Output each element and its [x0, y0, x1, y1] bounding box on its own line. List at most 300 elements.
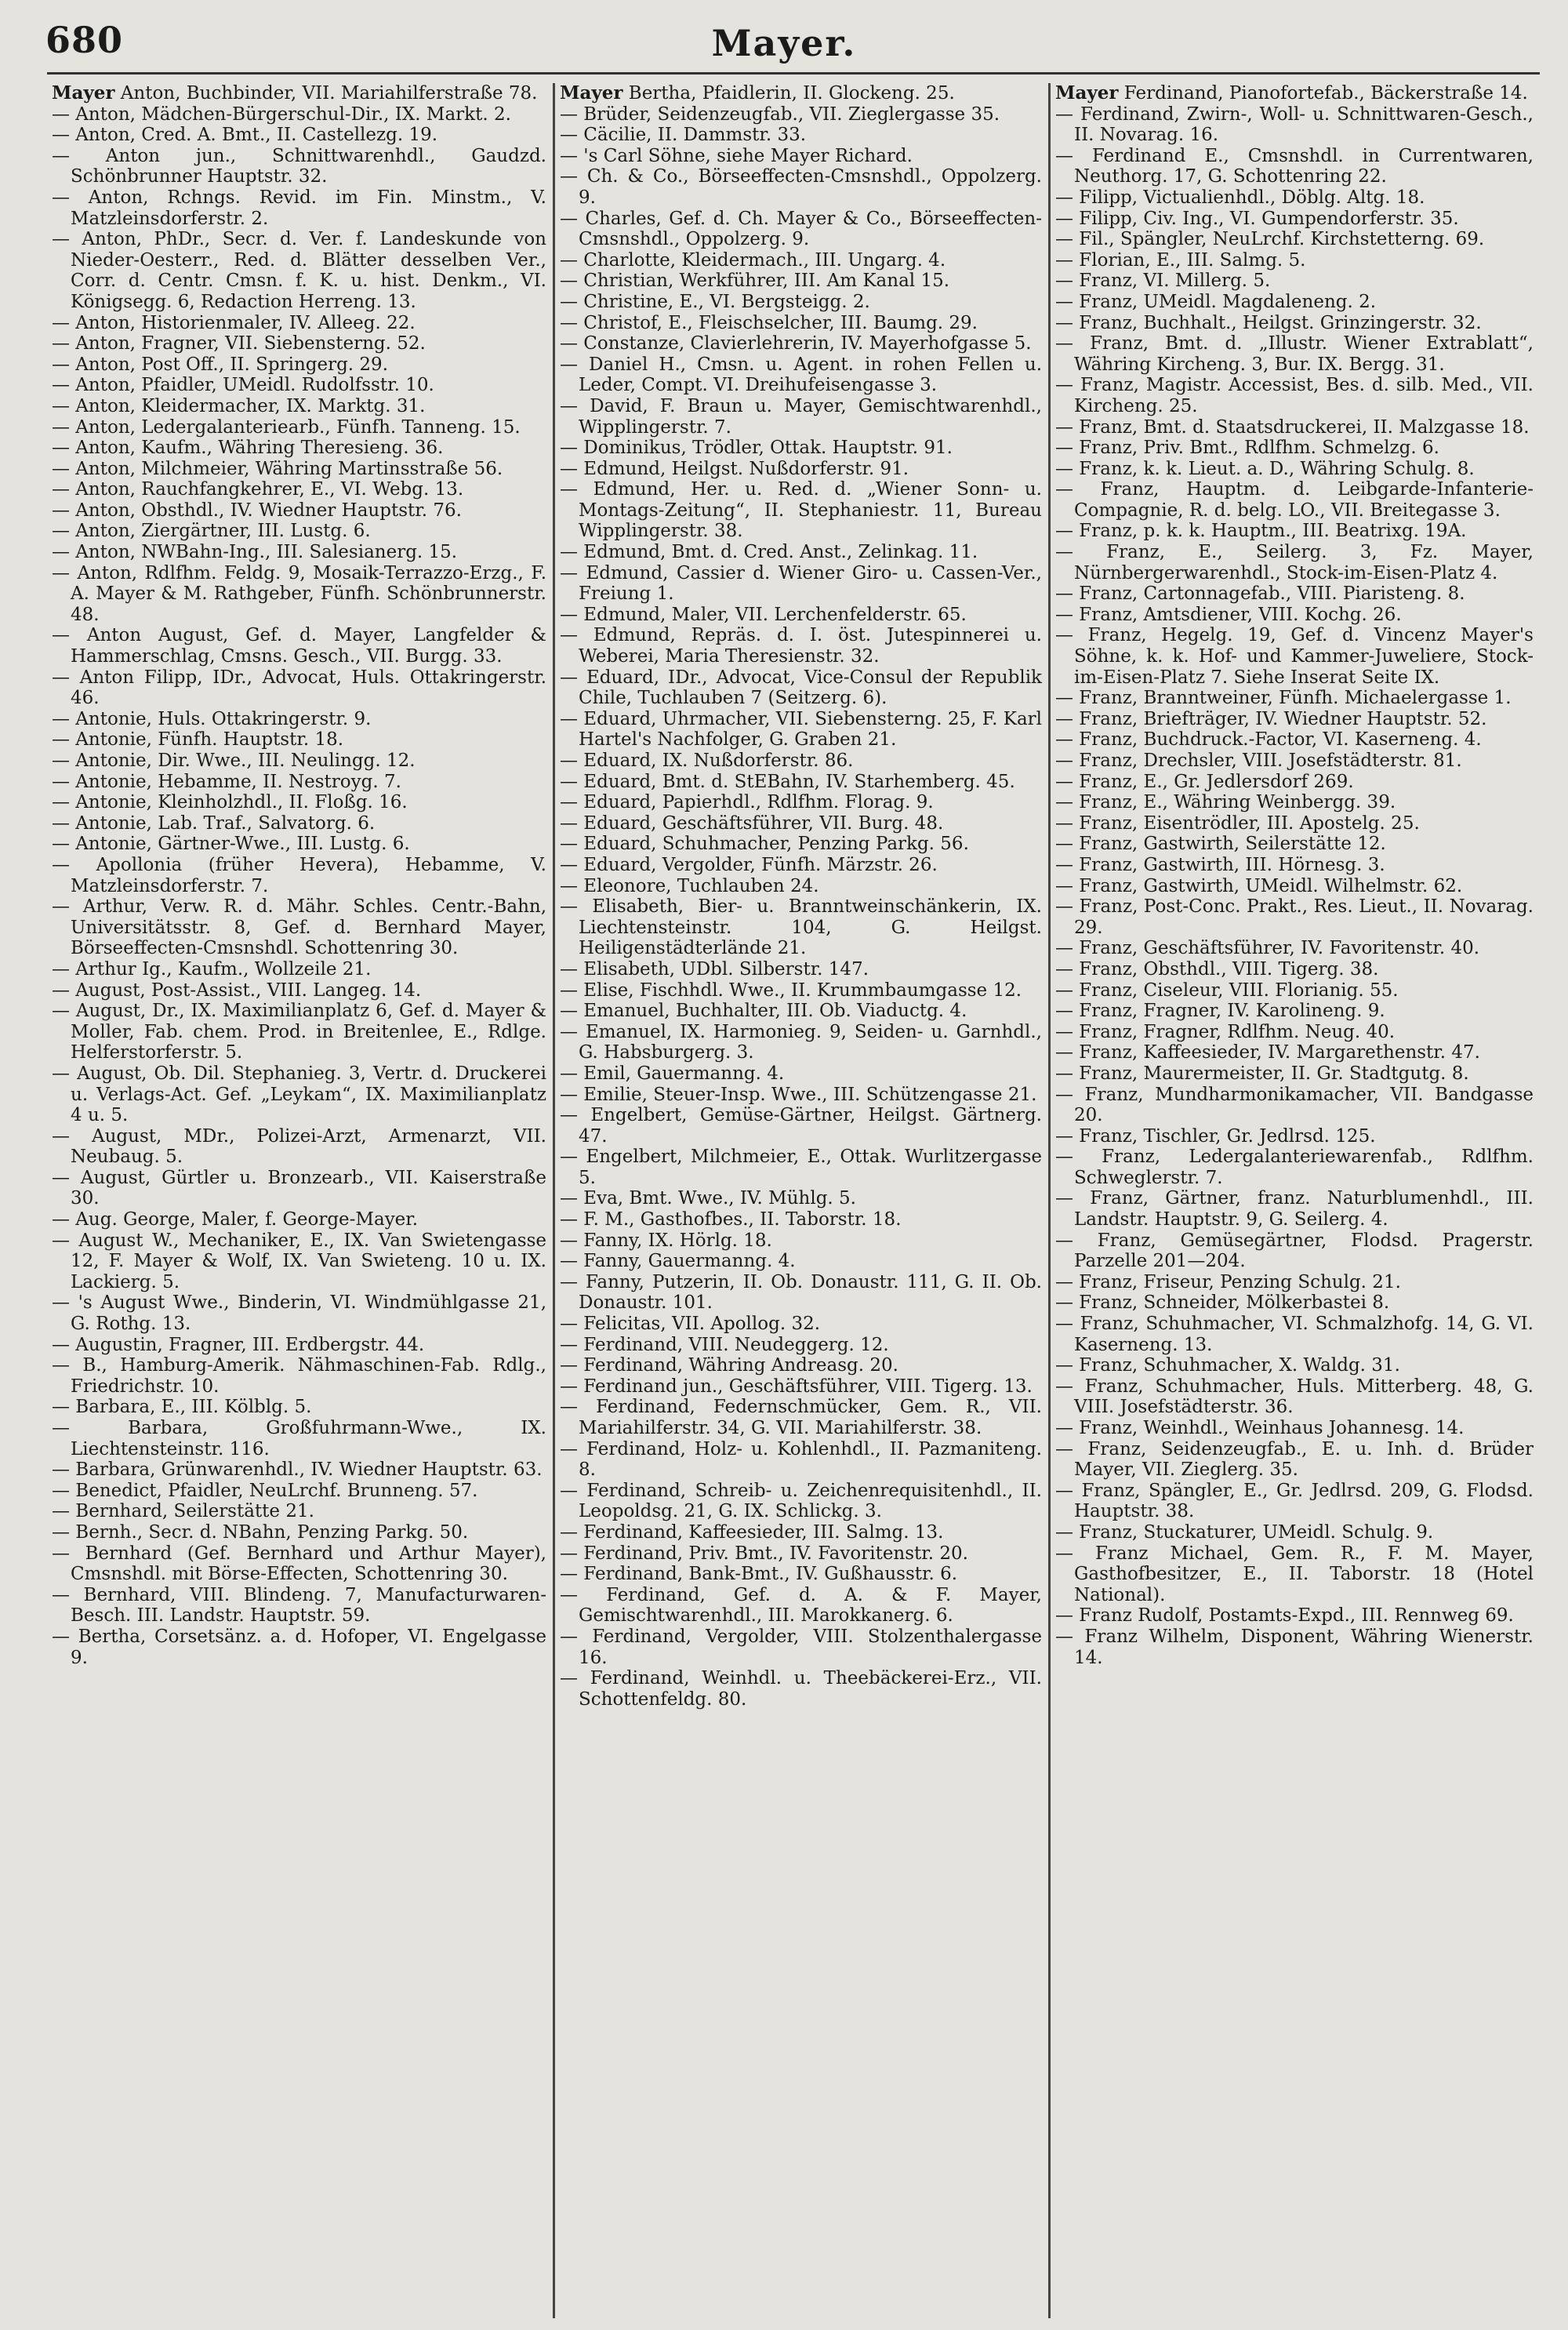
directory-entry [1055, 605, 1534, 626]
entry-text: — Daniel H., Cmsn. u. Agent. in rohen Fellen u. Leder, Compt. VI. Dreihufeisengasse 3. [560, 354, 1042, 396]
directory-entry [560, 1668, 1042, 1710]
directory-entry [52, 479, 546, 500]
directory-entry [1055, 896, 1534, 938]
entry-text: — Franz, Hauptm. d. Leibgarde-Infanterie-Compagnie, R. d. belg. LO., VII. Breitegasse 3. [1055, 479, 1534, 521]
directory-entry [560, 1105, 1042, 1147]
directory-entry [52, 709, 546, 730]
entry-text: — Anton, Obsthdl., IV. Wiedner Hauptstr. 76. [52, 500, 462, 521]
entry-text: — David, F. Braun u. Mayer, Gemischtwarenhdl., Wipplingerstr. 7. [560, 395, 1042, 438]
entry-text: Bertha, Pfaidlerin, II. Glockeng. 25. [628, 83, 955, 104]
lead-surname: Mayer [560, 83, 623, 104]
directory-entry [1055, 751, 1534, 772]
page-number: 680 [45, 19, 124, 61]
entry-text: — Fanny, Gauermanng. 4. [560, 1251, 796, 1272]
directory-entry [52, 896, 546, 959]
directory-entry [560, 1585, 1042, 1627]
directory-entry [1055, 1292, 1534, 1314]
entry-text: Anton, Buchbinder, VII. Mariahilferstraße 78. [120, 83, 538, 104]
entry-text: — Edmund, Her. u. Red. d. „Wiener Sonn- u. Montags-Zeitung“, II. Stephaniestr. 11, Bureau Wipplingerstr. 38. [560, 479, 1042, 542]
entry-text: — Antonie, Gärtner-Wwe., III. Lustg. 6. [52, 834, 410, 855]
directory-entry [52, 83, 546, 104]
lead-surname: Mayer [1055, 83, 1119, 104]
entry-text: — Ferdinand, Holz- u. Kohlenhdl., II. Pazmaniteng. 8. [560, 1438, 1042, 1481]
entry-text: — Franz, Schuhmacher, VI. Schmalzhofg. 14, G. VI. Kaserneng. 13. [1055, 1314, 1534, 1355]
entry-text: — Fil., Spängler, NeuLrchf. Kirchstetterng. 69. [1055, 229, 1485, 250]
entry-text: — Bernh., Secr. d. NBahn, Penzing Parkg. 50. [52, 1521, 469, 1543]
directory-entry [1055, 1147, 1534, 1188]
directory-entry [560, 1230, 1042, 1252]
entry-text: — August, MDr., Polizei-Arzt, Armenarzt, VII. Neubaug. 5. [52, 1125, 546, 1168]
entry-text: — Franz, Obsthdl., VIII. Tigerg. 38. [1055, 958, 1379, 980]
entry-text: — Anton, Rauchfangkehrer, E., VI. Webg. 13. [52, 479, 464, 500]
directory-entry [560, 1543, 1042, 1565]
directory-entry [52, 500, 546, 522]
entry-text: — Franz, Fragner, IV. Karolineng. 9. [1055, 1001, 1385, 1022]
directory-entry [52, 1209, 546, 1230]
directory-entry [1055, 1543, 1534, 1606]
directory-entry [560, 1209, 1042, 1230]
directory-entry [560, 104, 1042, 125]
directory-entry [560, 354, 1042, 396]
entry-text: — Franz, Schuhmacher, Huls. Mitterberg. 48, G. VIII. Josefstädterstr. 36. [1055, 1376, 1534, 1418]
entry-text: — Arthur, Verw. R. d. Mähr. Schles. Centr.-Bahn, Universitätsstr. 8, Gef. d. Bernhard Mayer, Börseeffecten-Cmsnshdl. Schottenring 30. [52, 896, 546, 959]
entry-text: — Franz, Buchdruck.-Factor, VI. Kaserneng. 4. [1055, 729, 1482, 751]
directory-entry [560, 1063, 1042, 1085]
directory-entry [1055, 313, 1534, 334]
directory-entry [560, 959, 1042, 980]
directory-entry [560, 1335, 1042, 1356]
entry-text: — Emanuel, Buchhalter, III. Ob. Viaductg. 4. [560, 1001, 967, 1022]
entry-text: — Engelbert, Gemüse-Gärtner, Heilgst. Gärtnerg. 47. [560, 1105, 1042, 1147]
directory-entry [560, 438, 1042, 459]
directory-entry [52, 1481, 546, 1502]
entry-text: — Franz, Friseur, Penzing Schulg. 21. [1055, 1271, 1401, 1292]
entry-text: — Anton, NWBahn-Ing., III. Salesianerg. 15. [52, 542, 458, 563]
directory-entry [560, 313, 1042, 334]
entry-text: — Ferdinand, Gef. d. A. & F. Mayer, Gemischtwarenhdl., III. Marokkanerg. 6. [560, 1584, 1042, 1627]
entry-text: — Engelbert, Milchmeier, E., Ottak. Wurlitzergasse 5. [560, 1147, 1042, 1188]
directory-entry [560, 876, 1042, 897]
directory-entry [560, 459, 1042, 480]
directory-entry [560, 1272, 1042, 1314]
directory-entry [52, 751, 546, 772]
entry-text: — Franz, Schneider, Mölkerbastei 8. [1055, 1292, 1390, 1314]
entry-text: — Anton, Kleidermacher, IX. Marktg. 31. [52, 395, 426, 416]
directory-entry [1055, 729, 1534, 751]
entry-text: — Anton, Kaufm., Währing Theresieng. 36. [52, 438, 444, 459]
directory-entry [52, 1418, 546, 1459]
directory-entry [1055, 855, 1534, 876]
lead-surname: Mayer [52, 83, 115, 104]
entry-text: — Franz, Maurermeister, II. Gr. Stadtgutg. 8. [1055, 1063, 1469, 1084]
entry-text: — August, Ob. Dil. Stephanieg. 3, Vertr. d. Druckerei u. Verlags-Act. Gef. „Leykam“, IX. Maximilianplatz 4 u. 5. [52, 1063, 546, 1126]
entry-text: — Edmund, Maler, VII. Lerchenfelderstr. 65. [560, 604, 967, 625]
directory-entry [52, 1126, 546, 1168]
entry-text: — Antonie, Kleinholzhdl., II. Floßg. 16. [52, 792, 408, 813]
directory-entry [1055, 980, 1534, 1001]
directory-entry [52, 459, 546, 480]
entry-text: — Augustin, Fragner, III. Erdbergstr. 44. [52, 1334, 425, 1355]
directory-entry [52, 125, 546, 146]
directory-entry [560, 980, 1042, 1001]
entry-text: — Franz Wilhelm, Disponent, Währing Wienerstr. 14. [1055, 1626, 1534, 1668]
directory-entry [52, 1397, 546, 1418]
entry-text: — Bernhard, Seilerstätte 21. [52, 1501, 314, 1522]
entry-text: — Franz, Seidenzeugfab., E. u. Inh. d. Brüder Mayer, VII. Zieglerg. 35. [1055, 1438, 1534, 1481]
directory-entry [52, 146, 546, 187]
entry-text: — Emilie, Steuer-Insp. Wwe., III. Schützengasse 21. [560, 1084, 1037, 1105]
entry-text: — Franz, Fragner, Rdlfhm. Neug. 40. [1055, 1021, 1396, 1042]
directory-entry [560, 1022, 1042, 1063]
directory-entry [560, 1397, 1042, 1438]
directory-entry [1055, 1085, 1534, 1126]
directory-entry [1055, 521, 1534, 542]
entry-text: — Ferdinand, Federnschmücker, Gem. R., VII. Mariahilferstr. 34, G. VII. Mariahilferstr. 38. [560, 1397, 1042, 1438]
entry-text: — Eva, Bmt. Wwe., IV. Mühlg. 5. [560, 1188, 856, 1209]
entry-text: — Christine, E., VI. Bergsteigg. 2. [560, 291, 870, 312]
directory-entry [1055, 146, 1534, 187]
entry-text: — Franz, Amtsdiener, VIII. Kochg. 26. [1055, 604, 1402, 625]
directory-entry [560, 542, 1042, 563]
entry-text: — Barbara, Grünwarenhdl., IV. Wiedner Hauptstr. 63. [52, 1459, 543, 1481]
entry-text: — Felicitas, VII. Apollog. 32. [560, 1314, 821, 1335]
directory-entry [52, 417, 546, 438]
entry-text: — Anton August, Gef. d. Mayer, Langfelder & Hammerschlag, Cmsns. Gesch., VII. Burgg. 33. [52, 625, 546, 667]
directory-entry [1055, 938, 1534, 959]
directory-entry [1055, 1001, 1534, 1022]
directory-entry [560, 1314, 1042, 1335]
directory-entry [1055, 813, 1534, 834]
directory-entry [1055, 583, 1534, 605]
entry-text: — Franz, Post-Conc. Prakt., Res. Lieut., II. Novarag. 29. [1055, 896, 1534, 938]
entry-text: — Anton, Rchngs. Revid. im Fin. Minstm., V. Matzleinsdorferstr. 2. [52, 187, 546, 229]
entry-text: — August, Gürtler u. Bronzearb., VII. Kaiserstraße 30. [52, 1167, 546, 1209]
directory-entry [1055, 1126, 1534, 1147]
directory-entry [1055, 209, 1534, 230]
directory-entry [52, 542, 546, 563]
directory-entry [52, 1501, 546, 1522]
directory-entry [52, 354, 546, 376]
entry-text: — Antonie, Hebamme, II. Nestroyg. 7. [52, 771, 401, 792]
directory-entry [52, 772, 546, 793]
column-3 [1051, 83, 1540, 2318]
entry-text: — Apollonia (früher Hevera), Hebamme, V. Matzleinsdorferstr. 7. [52, 854, 546, 896]
directory-entry [1055, 250, 1534, 271]
entry-text: — Edmund, Cassier d. Wiener Giro- u. Cassen-Ver., Freiung 1. [560, 562, 1042, 605]
entry-text: — Anton, Post Off., II. Springerg. 29. [52, 354, 389, 375]
directory-entry [560, 1188, 1042, 1209]
directory-entry [560, 396, 1042, 438]
directory-entry [52, 667, 546, 709]
entry-text: — Elisabeth, Bier- u. Branntweinschänkerin, IX. Liechtensteinstr. 104, G. Heilgst. Heiligenstädterlände 21. [560, 896, 1042, 959]
directory-entry [52, 813, 546, 834]
entry-text: — Ferdinand, Kaffeesieder, III. Salmg. 13. [560, 1521, 944, 1543]
directory-entry [560, 751, 1042, 772]
entry-text: — Eduard, Vergolder, Fünfh. Märzstr. 26. [560, 854, 938, 875]
entry-text: — Franz, Gärtner, franz. Naturblumenhdl., III. Landstr. Hauptstr. 9, G. Seilerg. 4. [1055, 1188, 1534, 1230]
entry-text: — Constanze, Clavierlehrerin, IV. Mayerhofgasse 5. [560, 333, 1032, 354]
directory-entry [560, 479, 1042, 542]
entry-text: — Antonie, Lab. Traf., Salvatorg. 6. [52, 812, 376, 834]
entry-text: — Franz, Mundharmonikamacher, VII. Bandgasse 20. [1055, 1084, 1534, 1126]
directory-entry [560, 896, 1042, 959]
directory-entry [560, 125, 1042, 146]
entry-text: — Franz, Tischler, Gr. Jedlrsd. 125. [1055, 1125, 1376, 1147]
entry-text: — Fanny, IX. Hörlg. 18. [560, 1230, 772, 1251]
directory-entry [560, 1481, 1042, 1522]
entry-text: — Franz, Kaffeesieder, IV. Margarethenstr. 47. [1055, 1042, 1480, 1063]
entry-text: — Franz, Bmt. d. „Illustr. Wiener Extrablatt“, Währing Kircheng. 3, Bur. IX. Bergg. 31. [1055, 333, 1534, 375]
entry-text: — Charles, Gef. d. Ch. Mayer & Co., Börseeffecten-Cmsnshdl., Oppolzerg. 9. [560, 208, 1042, 250]
directory-entry [1055, 1376, 1534, 1418]
entry-text: — Ch. & Co., Börseeffecten-Cmsnshdl., Oppolzerg. 9. [560, 166, 1042, 208]
directory-entry [560, 855, 1042, 876]
entry-text: — Franz, Stuckaturer, UMeidl. Schulg. 9. [1055, 1521, 1434, 1543]
directory-entry [52, 625, 546, 667]
entry-text: — Ferdinand, Währing Andreasg. 20. [560, 1355, 898, 1376]
directory-entry [52, 1627, 546, 1668]
directory-entry [52, 1230, 546, 1293]
directory-entry [560, 709, 1042, 751]
directory-entry [52, 1522, 546, 1543]
entry-text: — Eleonore, Tuchlauben 24. [560, 875, 819, 896]
entry-text: — 's August Wwe., Binderin, VI. Windmühlgasse 21, G. Rothg. 13. [52, 1292, 546, 1335]
directory-entry [52, 187, 546, 229]
entry-text: — Anton, Historienmaler, IV. Alleeg. 22. [52, 312, 416, 333]
directory-entry [560, 834, 1042, 855]
directory-entry [560, 250, 1042, 271]
entry-text: — Aug. George, Maler, f. George-Mayer. [52, 1209, 419, 1230]
directory-entry [1055, 542, 1534, 583]
directory-entry [52, 313, 546, 334]
directory-entry [560, 1001, 1042, 1022]
directory-columns [47, 83, 1540, 2318]
directory-entry [1055, 292, 1534, 313]
entry-text: — Anton jun., Schnittwarenhdl., Gaudzd. Schönbrunner Hauptstr. 32. [52, 145, 546, 187]
entry-text: — Franz, E., Währing Weinbergg. 39. [1055, 792, 1396, 813]
directory-entry [1055, 834, 1534, 855]
directory-entry [560, 1439, 1042, 1481]
directory-entry [52, 396, 546, 417]
directory-entry [1055, 792, 1534, 813]
directory-entry [560, 813, 1042, 834]
entry-text: — Franz, Ledergalanteriewarenfab., Rdlfhm. Schweglerstr. 7. [1055, 1147, 1534, 1188]
directory-entry [560, 1085, 1042, 1106]
directory-entry [1055, 772, 1534, 793]
entry-text: — Anton, Cred. A. Bmt., II. Castellezg. 19. [52, 125, 438, 146]
entry-text: — Christian, Werkführer, III. Am Kanal 15. [560, 271, 950, 292]
directory-entry [1055, 876, 1534, 897]
directory-entry [52, 980, 546, 1001]
entry-text: — Bertha, Corsetsänz. a. d. Hofoper, VI. Engelgasse 9. [52, 1626, 546, 1668]
directory-entry [560, 772, 1042, 793]
entry-text: — Franz, Branntweiner, Fünfh. Michaelergasse 1. [1055, 688, 1512, 709]
entry-text: — Ferdinand, Zwirn-, Woll- u. Schnittwaren-Gesch., II. Novarag. 16. [1055, 104, 1534, 146]
directory-entry [52, 1355, 546, 1397]
entry-text: — Franz, Weinhdl., Weinhaus Johannesg. 14. [1055, 1418, 1465, 1438]
entry-text: — Anton, PhDr., Secr. d. Ver. f. Landeskunde von Nieder-Oesterr., Red. d. Blätter desselben Ver., Corr. d. Centr. Cmsn. f. K. u. hist. Denkm., VI. Königsegg. 6, Redaction Herreng. 13. [52, 229, 546, 312]
directory-entry [1055, 1042, 1534, 1063]
directory-entry [1055, 83, 1534, 104]
entry-text: — Franz, Gemüsegärtner, Flodsd. Pragerstr. Parzelle 201—204. [1055, 1230, 1534, 1272]
directory-entry [1055, 1272, 1534, 1293]
entry-text: — Franz, E., Gr. Jedlersdorf 269. [1055, 771, 1354, 792]
entry-text: — Antonie, Dir. Wwe., III. Neulingg. 12. [52, 751, 416, 771]
directory-entry [1055, 1439, 1534, 1481]
directory-entry [560, 792, 1042, 813]
directory-entry [52, 1292, 546, 1334]
entry-text: — Christof, E., Fleischselcher, III. Baumg. 29. [560, 312, 978, 333]
entry-text: — Eduard, Uhrmacher, VII. Siebensterng. 25, F. Karl Hartel's Nachfolger, G. Graben 21. [560, 708, 1043, 751]
directory-entry [1055, 1022, 1534, 1043]
directory-entry [560, 333, 1042, 354]
entry-text: — Franz, Magistr. Accessist, Bes. d. silb. Med., VII. Kircheng. 25. [1055, 375, 1534, 416]
entry-text: — Anton, Fragner, VII. Siebensterng. 52. [52, 333, 426, 354]
directory-entry [1055, 1605, 1534, 1627]
entry-text: — Anton, Mädchen-Bürgerschul-Dir., IX. Markt. 2. [52, 104, 511, 125]
entry-text: — Franz, Bmt. d. Staatsdruckerei, II. Malzgasse 18. [1055, 416, 1530, 438]
entry-text: — Franz, Geschäftsführer, IV. Favoritenstr. 40. [1055, 938, 1480, 959]
directory-entry [560, 271, 1042, 292]
entry-text: — B., Hamburg-Amerik. Nähmaschinen-Fab. Rdlg., Friedrichstr. 10. [52, 1355, 546, 1397]
entry-text: — Charlotte, Kleidermach., III. Ungarg. 4. [560, 249, 946, 271]
directory-entry [560, 1147, 1042, 1188]
entry-text: — Elisabeth, UDbl. Silberstr. 147. [560, 958, 869, 980]
entry-text: — Ferdinand, Weinhdl. u. Theebäckerei-Erz., VII. Schottenfeldg. 80. [560, 1668, 1042, 1710]
directory-entry [560, 1564, 1042, 1585]
entry-text: — Eduard, Bmt. d. StEBahn, IV. Starhemberg. 45. [560, 771, 1015, 792]
directory-entry [52, 855, 546, 896]
directory-entry [560, 563, 1042, 605]
entry-text: — Franz Michael, Gem. R., F. M. Mayer, Gasthofbesitzer, E., II. Taborstr. 18 (Hotel National). [1055, 1543, 1534, 1605]
entry-text: — Franz, UMeidl. Magdaleneng. 2. [1055, 291, 1377, 312]
entry-text: — Franz, Priv. Bmt., Rdlfhm. Schmelzg. 6. [1055, 438, 1439, 459]
entry-text: — Anton, Ledergalanteriearb., Fünfh. Tanneng. 15. [52, 416, 521, 438]
entry-text: — Franz, Buchhalt., Heilgst. Grinzingerstr. 32. [1055, 312, 1482, 333]
entry-text: — Franz, Briefträger, IV. Wiedner Hauptstr. 52. [1055, 708, 1487, 729]
directory-entry [560, 209, 1042, 250]
column-1 [47, 83, 555, 2318]
directory-entry [52, 521, 546, 542]
entry-text: — Barbara, Großfuhrmann-Wwe., IX. Liechtensteinstr. 116. [52, 1418, 546, 1459]
entry-text: — Franz, Hegelg. 19, Gef. d. Vincenz Mayer's Söhne, k. k. Hof- und Kammer-Juweliere, Stock-im-Eisen-Platz 7. Siehe Inserat Seite IX. [1055, 625, 1534, 688]
entry-text: — August W., Mechaniker, E., IX. Van Swietengasse 12, F. Mayer & Wolf, IX. Van Swieteng. 10 u. IX. Lackierg. 5. [52, 1230, 546, 1292]
directory-entry [52, 1585, 546, 1627]
directory-entry [52, 375, 546, 396]
directory-entry [560, 166, 1042, 208]
entry-text: — Elise, Fischhdl. Wwe., II. Krummbaumgasse 12. [560, 980, 1022, 1001]
directory-entry [52, 729, 546, 751]
directory-entry [1055, 1481, 1534, 1522]
entry-text: — Ferdinand, Bank-Bmt., IV. Gußhausstr. 6. [560, 1564, 958, 1585]
entry-text: — Franz Rudolf, Postamts-Expd., III. Rennweg 69. [1055, 1605, 1514, 1627]
entry-text: — Franz, Eisentrödler, III. Apostelg. 25. [1055, 812, 1420, 834]
directory-entry [1055, 1627, 1534, 1668]
entry-text: — Ferdinand, VIII. Neudeggerg. 12. [560, 1334, 889, 1355]
entry-text: — Emil, Gauermanng. 4. [560, 1063, 785, 1084]
entry-text: — Franz, Spängler, E., Gr. Jedlrsd. 209, G. Flodsd. Hauptstr. 38. [1055, 1480, 1534, 1522]
column-2 [555, 83, 1051, 2318]
entry-list [52, 83, 546, 1668]
entry-text: — Filipp, Civ. Ing., VI. Gumpendorferstr. 35. [1055, 208, 1459, 229]
directory-entry [560, 83, 1042, 104]
directory-entry [1055, 479, 1534, 521]
entry-text: — Fanny, Putzerin, II. Ob. Donaustr. 111, G. II. Ob. Donaustr. 101. [560, 1271, 1042, 1314]
directory-entry [560, 146, 1042, 167]
directory-entry [52, 792, 546, 813]
directory-entry [560, 1522, 1042, 1543]
entry-text: — Anton, Pfaidler, UMeidl. Rudolfsstr. 10. [52, 375, 434, 396]
directory-entry [52, 229, 546, 312]
entry-text: — Eduard, Schuhmacher, Penzing Parkg. 56. [560, 834, 969, 855]
entry-text: — Franz, Cartonnagefab., VIII. Piaristeng. 8. [1055, 583, 1465, 605]
directory-entry [52, 333, 546, 354]
directory-entry [1055, 688, 1534, 709]
entry-text: — Dominikus, Trödler, Ottak. Hauptstr. 91. [560, 438, 953, 459]
entry-text: — F. M., Gasthofbes., II. Taborstr. 18. [560, 1209, 902, 1230]
entry-text: — Filipp, Victualienhdl., Döblg. Altg. 18. [1055, 187, 1425, 208]
directory-entry [52, 1459, 546, 1481]
directory-entry [1055, 1355, 1534, 1376]
directory-entry [52, 834, 546, 855]
entry-text: — Franz, VI. Millerg. 5. [1055, 271, 1271, 292]
entry-text: — Cäcilie, II. Dammstr. 33. [560, 125, 807, 146]
directory-entry [1055, 333, 1534, 375]
directory-entry [1055, 1418, 1534, 1439]
entry-text: — Eduard, Geschäftsführer, VII. Burg. 48. [560, 812, 944, 834]
directory-entry [1055, 438, 1534, 459]
directory-entry [1055, 959, 1534, 980]
directory-entry [560, 667, 1042, 709]
directory-entry [1055, 271, 1534, 292]
directory-entry [52, 1001, 546, 1063]
directory-entry [1055, 104, 1534, 146]
entry-text: — Antonie, Fünfh. Hauptstr. 18. [52, 729, 344, 751]
entry-list [560, 83, 1042, 1710]
running-head: Mayer. [711, 22, 857, 64]
entry-text: — Franz, Schuhmacher, X. Waldg. 31. [1055, 1355, 1400, 1376]
directory-entry [560, 625, 1042, 667]
entry-text: — Edmund, Heilgst. Nußdorferstr. 91. [560, 458, 909, 479]
directory-entry [560, 1627, 1042, 1668]
directory-entry [52, 1168, 546, 1209]
entry-text: — Antonie, Huls. Ottakringerstr. 9. [52, 708, 372, 729]
entry-text: — Anton, Ziergärtner, III. Lustg. 6. [52, 521, 371, 542]
entry-text: — August, Post-Assist., VIII. Langeg. 14. [52, 980, 422, 1001]
entry-text: — Franz, E., Seilerg. 3, Fz. Mayer, Nürnbergerwarenhdl., Stock-im-Eisen-Platz 4. [1055, 542, 1534, 583]
directory-entry [1055, 1188, 1534, 1230]
entry-text: — Anton Filipp, IDr., Advocat, Huls. Ottakringerstr. 46. [52, 667, 546, 709]
directory-entry [1055, 1314, 1534, 1355]
directory-entry [52, 563, 546, 626]
entry-text: — Arthur Ig., Kaufm., Wollzeile 21. [52, 958, 372, 980]
directory-entry [52, 438, 546, 459]
directory-entry [1055, 187, 1534, 209]
entry-text: — Franz, p. k. k. Hauptm., III. Beatrixg. 19A. [1055, 521, 1467, 542]
directory-entry [560, 1376, 1042, 1398]
directory-entry [560, 1355, 1042, 1376]
directory-entry [52, 104, 546, 125]
entry-text: — August, Dr., IX. Maximilianplatz 6, Gef. d. Mayer & Moller, Fab. chem. Prod. in Breitenlee, E., Rdlge. Helferstorferstr. 5. [52, 1001, 546, 1063]
entry-text: — Bernhard, VIII. Blindeng. 7, Manufacturwaren-Besch. III. Landstr. Hauptstr. 59. [52, 1584, 546, 1627]
entry-text: — Franz, Gastwirth, III. Hörnesg. 3. [1055, 854, 1385, 875]
entry-text: — Ferdinand E., Cmsnshdl. in Currentwaren, Neuthorg. 17, G. Schottenring 22. [1055, 145, 1534, 187]
directory-entry [1055, 229, 1534, 250]
entry-text: — Eduard, IX. Nußdorferstr. 86. [560, 751, 854, 771]
entry-text: — Ferdinand, Vergolder, VIII. Stolzenthalergasse 16. [560, 1626, 1042, 1668]
header-rule [47, 72, 1540, 75]
directory-entry [52, 1543, 546, 1585]
